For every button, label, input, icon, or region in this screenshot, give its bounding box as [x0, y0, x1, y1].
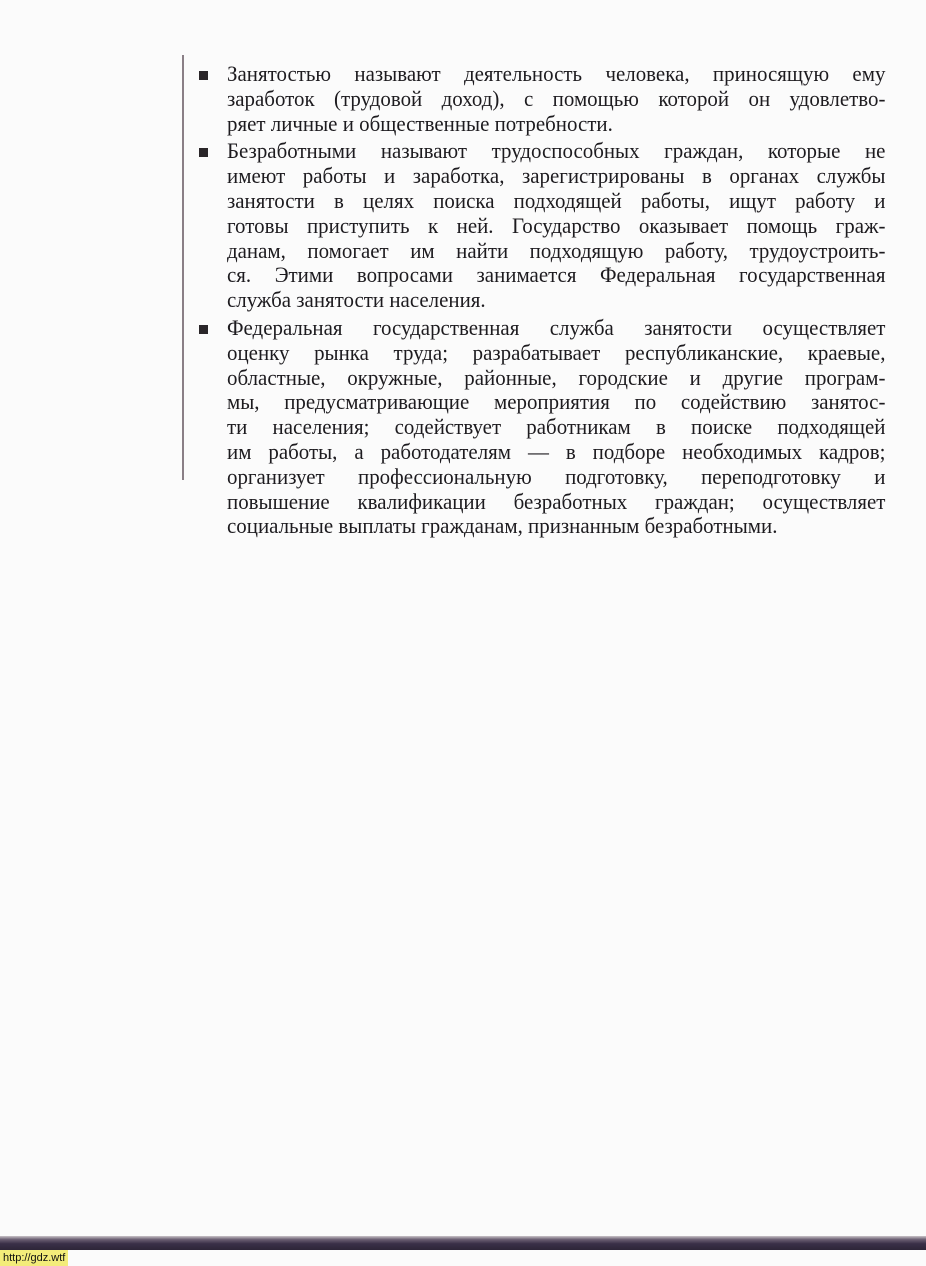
text-line: областные, окружные, районные, городские и другие програм- — [227, 364, 886, 390]
text-line: Занятостью называют деятельность человека, приносящую ему — [227, 61, 886, 86]
square-bullet-icon — [199, 71, 208, 80]
source-link[interactable]: http://gdz.wtf — [0, 1250, 68, 1266]
text-line: имеют работы и заработка, зарегистрированы в органах службы — [227, 163, 886, 189]
text-line: социальные выплаты гражданам, признанным безработными. — [227, 513, 778, 539]
text-line: мы, предусматривающие мероприятия по содействию занятос- — [227, 389, 886, 415]
bullet-list — [196, 62, 886, 542]
text-line: готовы приступить к ней. Государство оказывает помощь граж- — [227, 212, 886, 238]
text-line: оценку рынка труда; разрабатывает республиканские, краевые, — [227, 339, 886, 365]
text-line: Федеральная государственная служба занятости осуществляет — [227, 314, 886, 340]
text-line: ти населения; содействует работникам в поиске подходящей — [227, 414, 886, 440]
text-line: занятости в целях поиска подходящей работы, ищут работу и — [227, 187, 886, 213]
text-line: им работы, а работодателям — в подборе необходимых кадров; — [227, 438, 886, 464]
text-line: Безработными называют трудоспособных граждан, которые не — [227, 138, 886, 164]
square-bullet-icon — [199, 325, 208, 334]
square-bullet-icon — [199, 148, 208, 157]
list-item — [196, 139, 886, 313]
text-line: заработок (трудовой доход), с помощью которой он удовлетво- — [227, 85, 886, 111]
list-item — [196, 62, 886, 136]
text-line: данам, помогает им найти подходящую работу, трудоустроить- — [227, 237, 886, 263]
text-line: организует профессиональную подготовку, переподготовку и — [227, 463, 886, 489]
text-line: ся. Этими вопросами занимается Федеральная государственная — [227, 262, 886, 288]
list-item — [196, 316, 886, 539]
text-line: повышение квалификации безработных граждан; осуществляет — [227, 488, 886, 514]
text-line: служба занятости населения. — [227, 287, 486, 313]
text-line: ряет личные и общественные потребности. — [227, 110, 613, 136]
scan-edge-bar — [0, 1236, 926, 1250]
margin-rule — [182, 55, 184, 480]
